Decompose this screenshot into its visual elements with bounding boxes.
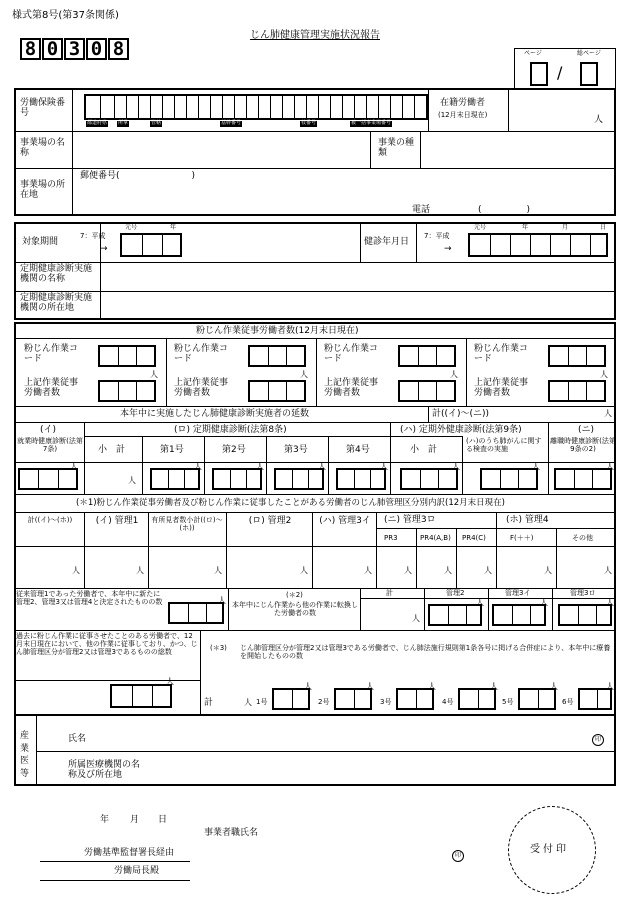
- reception-stamp-label: 受付印: [530, 844, 569, 855]
- phone-field[interactable]: ( ): [478, 205, 531, 215]
- physician-institution-label: 所属医療機関の名称及び所在地: [68, 760, 141, 781]
- label-base-number: 基幹番号: [221, 120, 242, 126]
- exam-ni-label: (ニ): [578, 425, 595, 435]
- treatment-4-unit: 人: [490, 682, 498, 691]
- page-title: じん肺健康管理実施状況報告: [250, 30, 380, 41]
- treatment-3-label: 3号: [380, 698, 392, 706]
- dust-count-unit-1: 人: [150, 370, 158, 379]
- exam-i-unit: 人: [70, 462, 78, 471]
- class-total-unit: 人: [72, 566, 80, 575]
- class-pr3: PR3: [384, 534, 398, 542]
- footer-month: 月: [130, 815, 140, 825]
- dust-count-field-2[interactable]: [248, 380, 306, 402]
- exam-ro-label: (ロ) 定期健康診断(法第8条): [174, 425, 287, 435]
- exam-ro-2: 第2号: [222, 445, 246, 455]
- dust-count-label-1: 上記作業従事労働者数: [24, 378, 79, 399]
- exam-total-unit: 人: [604, 409, 612, 418]
- treatment-1-field[interactable]: [272, 688, 310, 710]
- treatment-label: じん肺管理区分が管理2又は管理3である労働者で、じん肺法施行規則第1条各号に掲げる合併症により、本年中に療養を開始したものの数: [240, 644, 611, 661]
- exam-ni-field[interactable]: [554, 468, 612, 490]
- treatment-total-label: 計: [204, 698, 214, 708]
- treatment-star: (＊3): [210, 644, 227, 652]
- class-4-label: (ホ) 管理4: [506, 515, 549, 525]
- past-workers-field[interactable]: [110, 684, 172, 708]
- address-field[interactable]: [76, 184, 406, 212]
- exam-month: 月: [562, 224, 569, 231]
- period-era: 7：平成: [80, 232, 106, 240]
- class-total-label: 計((イ)〜(ホ)): [27, 516, 73, 524]
- total-page-label: 総ページ: [577, 50, 601, 57]
- dust-code-field-4[interactable]: [548, 345, 606, 367]
- transfer-3a-label: 管理3イ: [505, 589, 531, 597]
- page-number-field[interactable]: [530, 62, 548, 86]
- exam-arrow: →: [444, 244, 452, 254]
- total-page-field[interactable]: [580, 62, 598, 86]
- mgmt1-changed-label: 従来管理1であった労働者で、本年中に新たに管理2、管理3又は管理4と決定されたものの数: [16, 590, 163, 607]
- treatment-3-unit: 人: [428, 682, 436, 691]
- dust-code-field-2[interactable]: [248, 345, 306, 367]
- period-gengo: 元号: [125, 224, 138, 231]
- treatment-1-label: 1号: [256, 698, 268, 706]
- exam-era: 7：平成: [424, 232, 450, 240]
- treatment-4-field[interactable]: [458, 688, 496, 710]
- exam-ha-cancer: (ハ)のうち肺がんに関する検査の実施: [466, 437, 542, 454]
- exam-ro-3-unit: 人: [318, 462, 326, 471]
- treatment-2-unit: 人: [366, 682, 374, 691]
- exam-ro-4-field[interactable]: [336, 468, 386, 490]
- exam-day: 日: [600, 224, 607, 231]
- past-workers-unit: 人: [166, 677, 174, 686]
- institution-address-label: 定期健康診断実施機関の所在地: [20, 293, 93, 314]
- class-other-unit: 人: [604, 566, 612, 575]
- class-3b-label: (ニ) 管理3ロ: [384, 515, 436, 525]
- business-type-label: 事業の種類: [378, 138, 415, 159]
- exam-ni-name: 離職時健康診断(法第9条の2): [550, 437, 616, 454]
- label-prefecture: 都道府県: [87, 120, 108, 126]
- code-digit: 8: [20, 38, 41, 60]
- transfer-3a-field[interactable]: [492, 604, 546, 626]
- exam-ha-cancer-unit: 人: [532, 462, 540, 471]
- exam-date-field[interactable]: [468, 233, 608, 257]
- treatment-5-label: 5号: [502, 698, 514, 706]
- mgmt1-changed-field[interactable]: [168, 602, 224, 624]
- exam-ro-2-field[interactable]: [212, 468, 262, 490]
- institution-address-field[interactable]: [102, 293, 614, 319]
- transfer-total-unit: 人: [412, 614, 420, 623]
- employer-name-field[interactable]: [270, 822, 450, 842]
- label-office: 管轄: [151, 120, 162, 126]
- transfer-3a-unit: 人: [540, 598, 548, 607]
- physician-side-label: 産業医等: [20, 731, 30, 779]
- physician-seal: 印: [592, 734, 604, 746]
- class-pr4ab: PR4(A,B): [420, 534, 451, 542]
- form-number: 様式第8号(第37条関係): [12, 10, 119, 21]
- enrolled-unit: 人: [594, 115, 604, 125]
- class-subtotal-unit: 人: [214, 566, 222, 575]
- employer-seal: 印: [452, 850, 464, 862]
- exam-date-label: 健診年月日: [364, 237, 410, 247]
- institution-name-label: 定期健康診断実施機関の名称: [20, 264, 93, 285]
- exam-ha-field[interactable]: [400, 468, 458, 490]
- code-digit: 0: [86, 38, 107, 60]
- label-branch-number: 枝番号: [301, 120, 317, 126]
- physician-name-field[interactable]: [110, 720, 580, 746]
- via-office-label: 労働基準監督署長経由: [84, 848, 175, 858]
- dust-count-field-4[interactable]: [548, 380, 606, 402]
- exam-ro-4: 第4号: [346, 445, 370, 455]
- class-1-unit: 人: [136, 566, 144, 575]
- period-label: 対象期間: [22, 237, 59, 247]
- exam-ro-3-field[interactable]: [274, 468, 324, 490]
- dust-code-label-2: 粉じん作業コード: [174, 344, 229, 365]
- period-field[interactable]: [120, 233, 182, 257]
- exam-i-field[interactable]: [18, 468, 78, 490]
- postal-code-label: 郵便番号( ): [80, 171, 196, 181]
- exam-ro-subtotal-unit: 人: [128, 476, 136, 485]
- exam-ha-cancer-field[interactable]: [480, 468, 538, 490]
- label-batch-number: 被一括事業場番号: [351, 120, 392, 126]
- exam-total-label: 計((イ)〜(ニ)): [432, 409, 490, 419]
- dust-count-unit-2: 人: [300, 370, 308, 379]
- business-name-field[interactable]: [74, 133, 368, 166]
- mgmt1-changed-unit: 人: [218, 596, 226, 605]
- transfer-3b-unit: 人: [606, 598, 614, 607]
- physician-institution-field[interactable]: [150, 754, 610, 784]
- enrolled-label: 在籍労働者: [440, 98, 486, 108]
- class-2-unit: 人: [300, 566, 308, 575]
- transfer-star: (＊2): [286, 591, 303, 599]
- business-type-field[interactable]: [422, 133, 614, 166]
- dust-count-label-2: 上記作業従事労働者数: [174, 378, 229, 399]
- exam-i-name: 就業時健康診断(法第7条): [17, 437, 83, 454]
- exam-year: 年: [522, 224, 529, 231]
- page-label: ページ: [524, 50, 542, 57]
- code-digit: 8: [108, 38, 129, 60]
- transfer-2-label: 管理2: [446, 589, 465, 597]
- exam-ni-unit: 人: [606, 462, 614, 471]
- page-slash: /: [557, 63, 563, 82]
- exam-ro-1-field[interactable]: [150, 468, 200, 490]
- label-jurisdiction: 所掌: [118, 120, 129, 126]
- dust-count-field-3[interactable]: [398, 380, 456, 402]
- dust-code-label-3: 粉じん作業コード: [324, 344, 379, 365]
- footer-day: 日: [158, 815, 168, 825]
- exam-count-title: 本年中に実施したじん肺健康診断実施者の延数: [120, 409, 310, 419]
- exam-gengo: 元号: [474, 224, 487, 231]
- insurance-number-label: 労働保険番号: [20, 98, 66, 119]
- business-name-label: 事業場の名称: [20, 138, 66, 159]
- transfer-total-label: 計: [386, 589, 393, 597]
- class-3a-label: (ハ) 管理3イ: [319, 516, 371, 526]
- class-pr4ab-unit: 人: [444, 566, 452, 575]
- treatment-1-unit: 人: [304, 682, 312, 691]
- past-workers-label: 過去に粉じん作業に従事させたことのある労働者で、12月末日現在において、他の作業に従事しており、かつ、じん肺管理区分が管理2又は管理3であるものの総数: [16, 632, 198, 657]
- class-other: その他: [572, 534, 593, 542]
- class-f: F(＋＋): [510, 534, 534, 542]
- transfer-3b-label: 管理3ロ: [570, 589, 596, 597]
- class-pr3-unit: 人: [404, 566, 412, 575]
- class-1-label: (イ) 管理1: [95, 516, 139, 526]
- transfer-2-field[interactable]: [428, 604, 482, 626]
- treatment-5-field[interactable]: [518, 688, 556, 710]
- dust-workers-title: 粉じん作業従事労働者数(12月末日現在): [196, 326, 359, 336]
- dust-count-unit-3: 人: [450, 370, 458, 379]
- treatment-2-label: 2号: [318, 698, 330, 706]
- class-2-label: (ロ) 管理2: [248, 516, 292, 526]
- dust-code-field-3[interactable]: [398, 345, 456, 367]
- dust-code-label-1: 粉じん作業コード: [24, 344, 79, 365]
- treatment-4-label: 4号: [442, 698, 454, 706]
- dust-count-label-4: 上記作業従事労働者数: [474, 378, 529, 399]
- enrolled-sub-label: (12月末日現在): [438, 111, 488, 119]
- address-label: 事業場の所在地: [20, 180, 66, 201]
- to-bureau-label: 労働局長殿: [114, 866, 160, 876]
- class-subtotal-label: 有所見者数小計((ロ)〜(ホ)): [151, 516, 223, 533]
- treatment-3-field[interactable]: [396, 688, 434, 710]
- transfer-3b-field[interactable]: [558, 604, 612, 626]
- dust-count-label-3: 上記作業従事労働者数: [324, 378, 379, 399]
- code-digit: 0: [42, 38, 63, 60]
- treatment-total-unit: 人: [244, 698, 252, 707]
- exam-ha-label: (ハ) 定期外健康診断(法第9条): [400, 425, 522, 435]
- class-pr4c-unit: 人: [484, 566, 492, 575]
- treatment-6-field[interactable]: [578, 688, 612, 710]
- exam-ro-3: 第3号: [284, 445, 308, 455]
- class-f-unit: 人: [544, 566, 552, 575]
- treatment-6-unit: 人: [606, 682, 614, 691]
- dust-code-field-1[interactable]: [98, 345, 156, 367]
- exam-ha-subtotal: 小 計: [410, 445, 438, 455]
- class-3a-unit: 人: [364, 566, 372, 575]
- exam-i-label: (イ): [40, 425, 57, 435]
- insurance-number-field[interactable]: [84, 94, 428, 120]
- exam-ha-unit: 人: [452, 462, 460, 471]
- treatment-6-label: 6号: [562, 698, 574, 706]
- transfer-label: 本年中にじん作業から他の作業に転換した労働者の数: [232, 601, 358, 618]
- phone-label: 電話: [412, 205, 431, 215]
- treatment-5-unit: 人: [550, 682, 558, 691]
- classification-note: (＊1)粉じん作業従事労働者及び粉じん作業に従事したことがある労働者のじん肺管理区分別内訳(12月末日現在): [76, 498, 505, 508]
- dust-count-unit-4: 人: [600, 370, 608, 379]
- period-year: 年: [170, 224, 177, 231]
- exam-ro-2-unit: 人: [256, 462, 264, 471]
- dust-count-field-1[interactable]: [98, 380, 156, 402]
- physician-name-label: 氏名: [68, 734, 87, 744]
- exam-ro-subtotal: 小 計: [98, 445, 126, 455]
- exam-ro-1: 第1号: [160, 445, 184, 455]
- code-digit: 3: [64, 38, 85, 60]
- institution-name-field[interactable]: [102, 264, 614, 290]
- employer-label: 事業者職氏名: [204, 828, 259, 838]
- treatment-2-field[interactable]: [334, 688, 372, 710]
- exam-ro-4-unit: 人: [380, 462, 388, 471]
- class-pr4c: PR4(C): [462, 534, 486, 542]
- footer-year: 年: [100, 815, 110, 825]
- exam-ro-1-unit: 人: [194, 462, 202, 471]
- classification-fields[interactable]: [16, 548, 614, 586]
- dust-code-label-4: 粉じん作業コード: [474, 344, 529, 365]
- transfer-2-unit: 人: [476, 598, 484, 607]
- period-arrow: →: [100, 244, 108, 254]
